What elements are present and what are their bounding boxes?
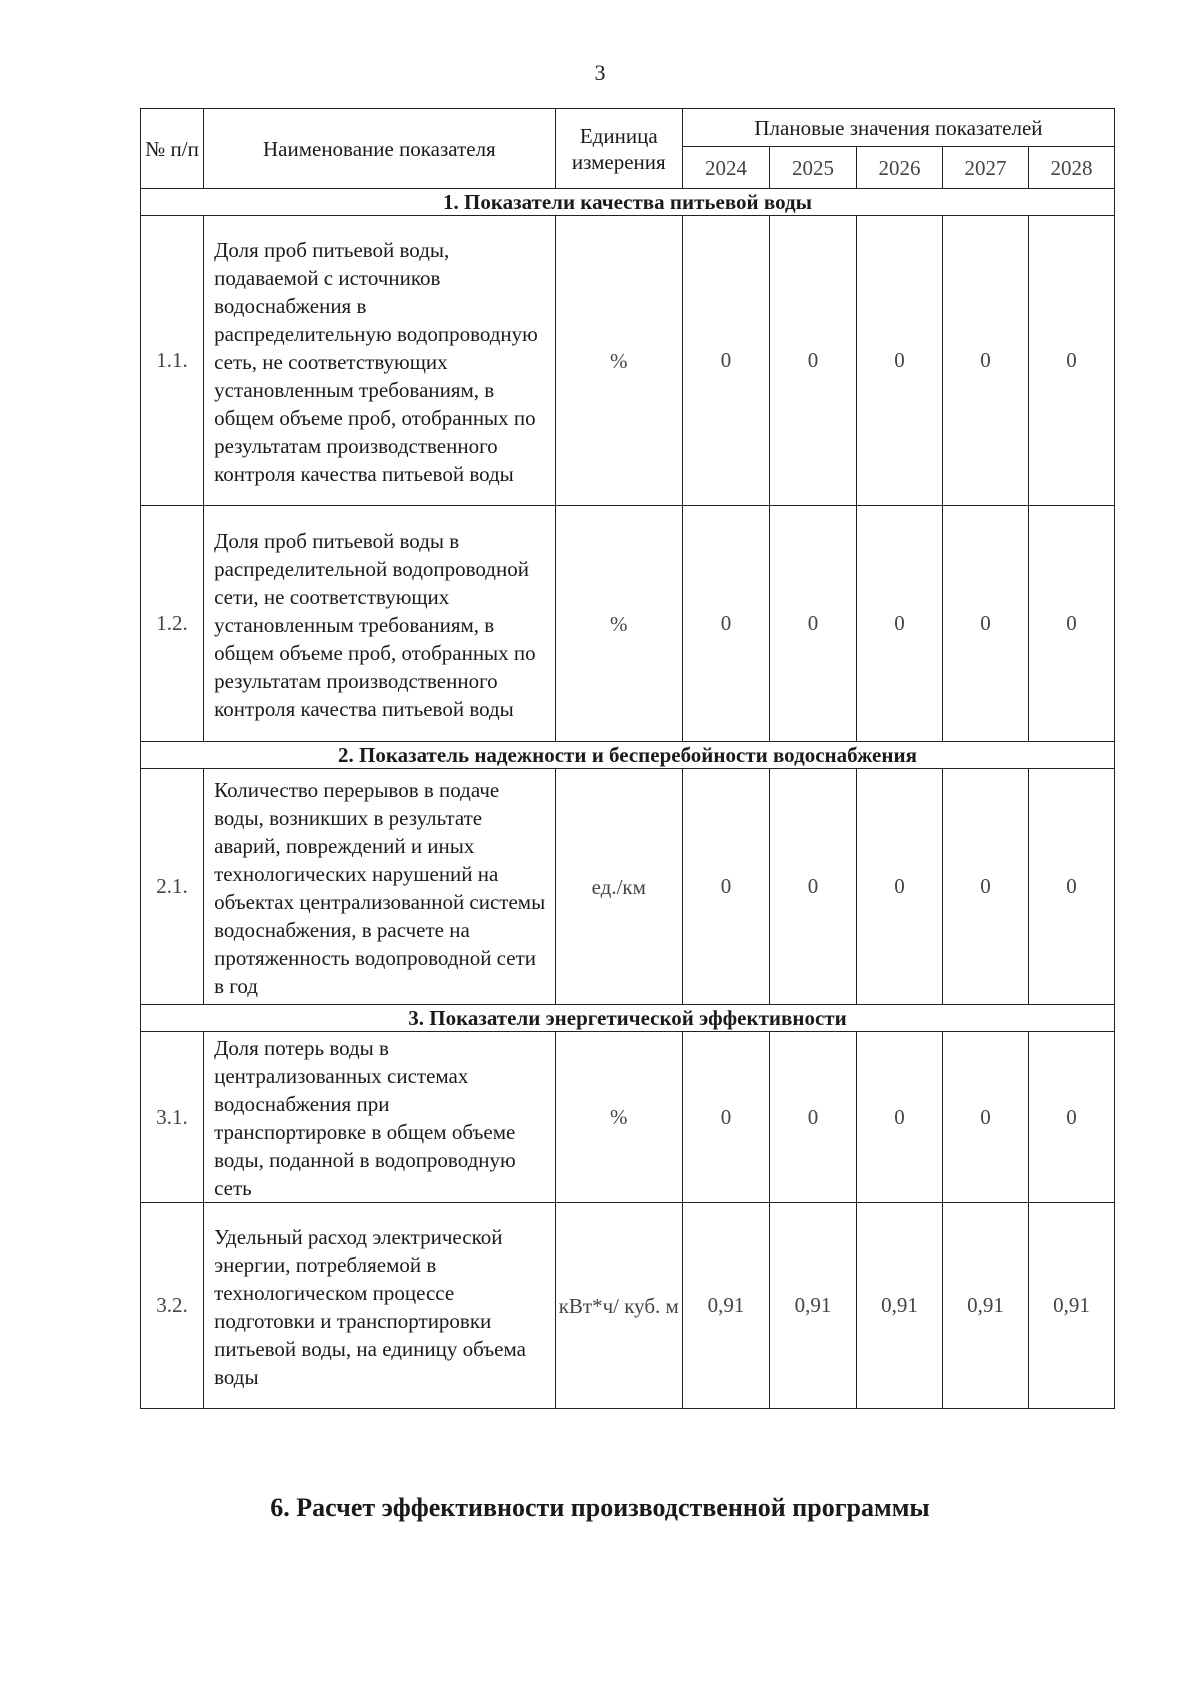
indicators-table-wrapper (140, 108, 1115, 1409)
row-value: 0 (942, 216, 1028, 506)
row-value: 0 (857, 216, 943, 506)
section-row (141, 742, 1115, 769)
row-value: 0 (682, 216, 769, 506)
row-value: 0 (857, 769, 943, 1005)
header-year: 2028 (1028, 147, 1114, 189)
header-year: 2027 (942, 147, 1028, 189)
section-row (141, 189, 1115, 216)
row-value: 0 (682, 506, 769, 742)
row-value: 0 (682, 1032, 769, 1203)
row-value: 0 (769, 506, 856, 742)
row-value: 0 (1028, 506, 1114, 742)
header-year: 2026 (857, 147, 943, 189)
table-row (141, 506, 1115, 742)
page-number: 3 (594, 60, 606, 85)
row-unit: % (555, 1032, 682, 1203)
header-unit: Единица измерения (555, 109, 682, 189)
row-num: 1.1. (141, 216, 204, 506)
row-value: 0 (857, 1032, 943, 1203)
section-title: 1. Показатели качества питьевой воды (141, 189, 1115, 216)
indicators-table (140, 108, 1115, 1409)
section-title: 3. Показатели энергетической эффективности (141, 1005, 1115, 1032)
row-value: 0,91 (682, 1203, 769, 1409)
row-value: 0 (1028, 1032, 1114, 1203)
table-row (141, 769, 1115, 1005)
header-plan: Плановые значения показателей (682, 109, 1114, 147)
row-name: Доля проб питьевой воды, подаваемой с источников водоснабжения в распределительную водопроводную сеть, не соответствующих установленным требованиям, в общем объеме проб, отобранных по результатам производственного контроля качества питьевой воды (204, 216, 556, 506)
section-row (141, 1005, 1115, 1032)
row-value: 0 (769, 216, 856, 506)
row-num: 3.2. (141, 1203, 204, 1409)
row-unit: % (555, 506, 682, 742)
row-value: 0 (942, 769, 1028, 1005)
row-value: 0,91 (857, 1203, 943, 1409)
row-unit: кВт*ч/ куб. м (555, 1203, 682, 1409)
row-value: 0 (857, 506, 943, 742)
row-name: Доля проб питьевой воды в распределительной водопроводной сети, не соответствующих установленным требованиям, в общем объеме проб, отобранных по результатам производственного контроля качества питьевой воды (204, 506, 556, 742)
row-name: Количество перерывов в подаче воды, возникших в результате аварий, повреждений и иных технологических нарушений на объектах централизованной системы водоснабжения, в расчете на протяженность водопроводной сети в год (204, 769, 556, 1005)
table-row (141, 216, 1115, 506)
row-unit: ед./км (555, 769, 682, 1005)
row-value: 0 (1028, 769, 1114, 1005)
row-num: 3.1. (141, 1032, 204, 1203)
table-row (141, 1203, 1115, 1409)
row-num: 2.1. (141, 769, 204, 1005)
row-value: 0 (942, 506, 1028, 742)
table-row (141, 1032, 1115, 1203)
row-value: 0,91 (769, 1203, 856, 1409)
header-num: № п/п (141, 109, 204, 189)
row-value: 0 (682, 769, 769, 1005)
row-value: 0 (942, 1032, 1028, 1203)
row-value: 0 (1028, 216, 1114, 506)
section-heading: 6. Расчет эффективности производственной программы (270, 1493, 930, 1522)
section-title: 2. Показатель надежности и бесперебойности водоснабжения (141, 742, 1115, 769)
row-name: Удельный расход электрической энергии, потребляемой в технологическом процессе подготовки и транспортировки питьевой воды, на единицу объема воды (204, 1203, 556, 1409)
row-name: Доля потерь воды в централизованных системах водоснабжения при транспортировке в общем объеме воды, поданной в водопроводную сеть (204, 1032, 556, 1203)
header-year: 2025 (769, 147, 856, 189)
row-value: 0,91 (1028, 1203, 1114, 1409)
header-name: Наименование показателя (204, 109, 556, 189)
row-num: 1.2. (141, 506, 204, 742)
row-unit: % (555, 216, 682, 506)
row-value: 0 (769, 1032, 856, 1203)
row-value: 0 (769, 769, 856, 1005)
row-value: 0,91 (942, 1203, 1028, 1409)
header-year: 2024 (682, 147, 769, 189)
